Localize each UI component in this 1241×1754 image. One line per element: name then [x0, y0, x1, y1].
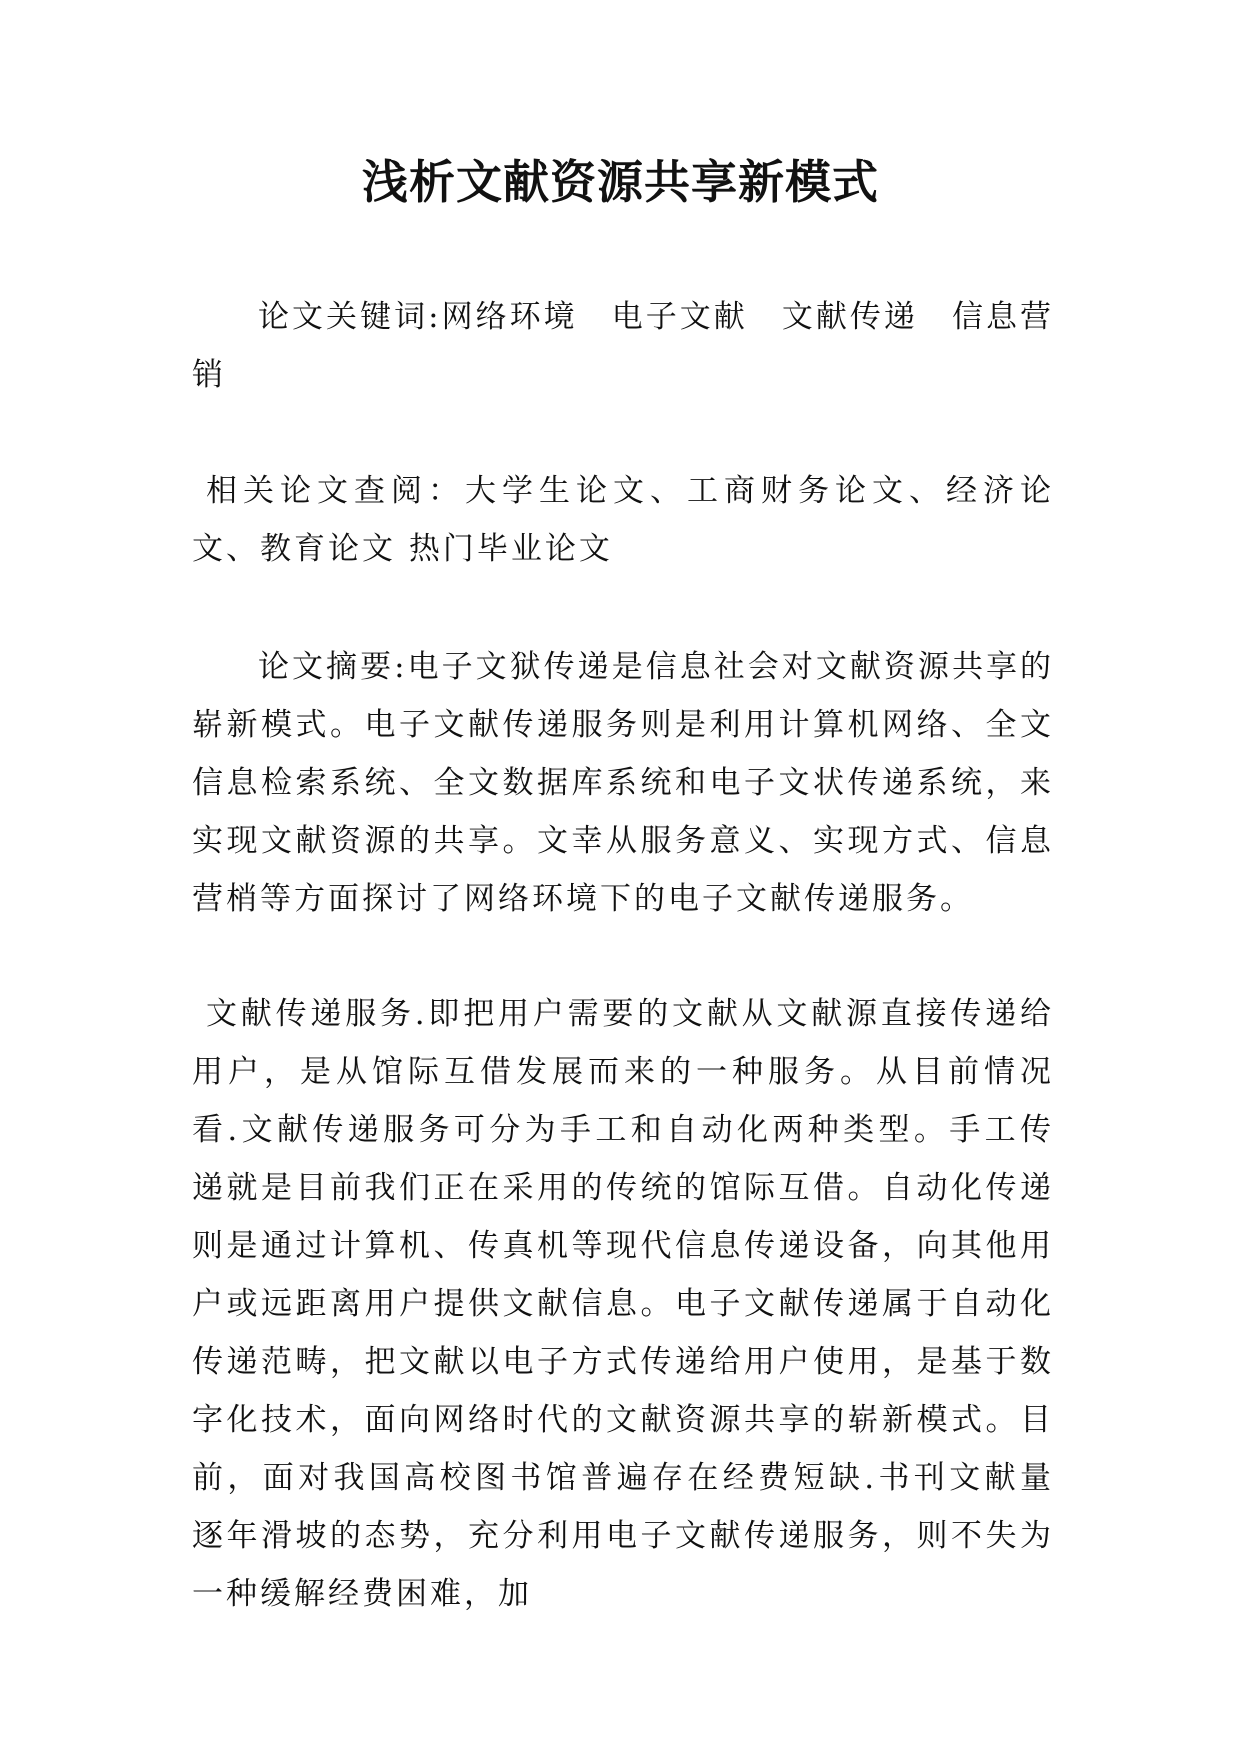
keywords-paragraph: 论文关键词:网络环境 电子文献 文献传递 信息营销 — [192, 299, 1054, 393]
related-papers-paragraph: 相关论文查阅：大学生论文、工商财务论文、经济论文、教育论文 热门毕业论文 — [192, 473, 1054, 567]
document-title: 浅析文献资源共享新模式 — [362, 155, 879, 209]
abstract-paragraph: 论文摘要:电子文狱传递是信息社会对文献资源共享的崭新模式。电子文献传递服务则是利用计算机网络、全文信息检索系统、全文数据库系统和电子文状传递系统，来实现文献资源的共享。文幸从服务意义、实现方式、信息营梢等方面探讨了网络环境下的电子文献传递服务。 — [192, 649, 1054, 917]
body-paragraph: 文献传递服务.即把用户需要的文献从文献源直接传递给用户，是从馆际互借发展而来的一种服务。从目前情况看.文献传递服务可分为手工和自动化两种类型。手工传递就是目前我们正在采用的传统的馆际互借。自动化传递则是通过计算机、传真机等现代信息传递设备，向其他用户或远距离用户提供文献信息。电子文献传递属于自动化传递范畴，把文献以电子方式传递给用户使用，是基于数字化技术，面向网络时代的文献资源共享的崭新模式。目前，面对我国高校图书馆普遍存在经费短缺.书刊文献量逐年滑坡的态势，充分利用电子文献传递服务，则不失为一种缓解经费困难，加 — [192, 996, 1054, 1612]
